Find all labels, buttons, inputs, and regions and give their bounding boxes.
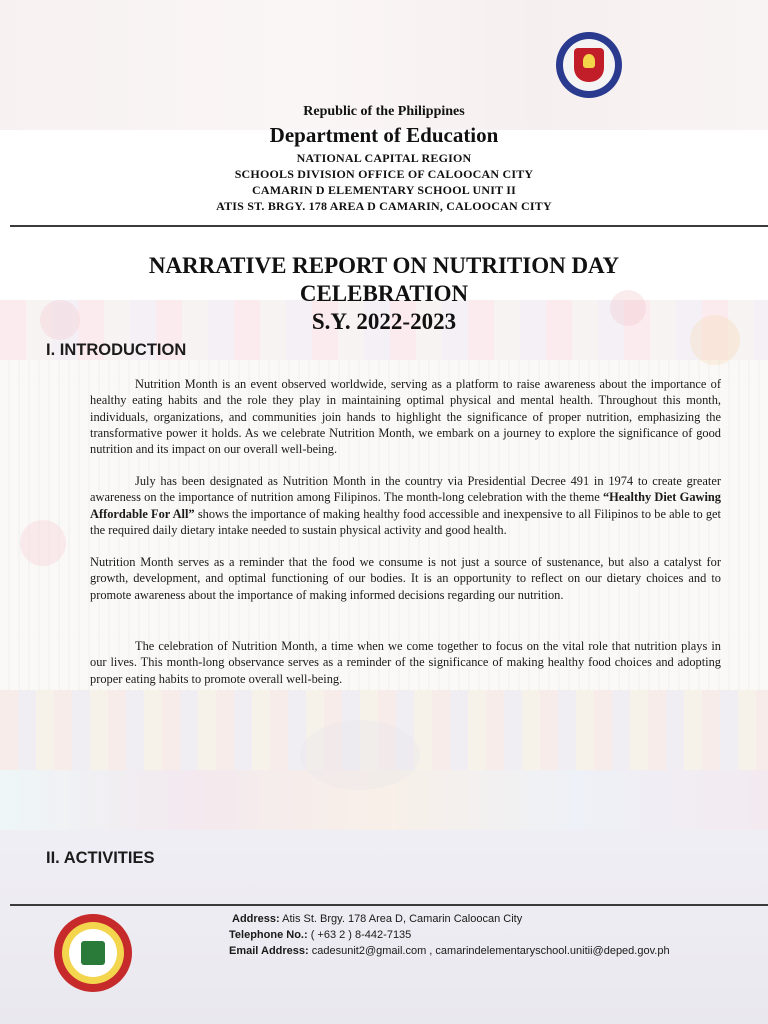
footer-address-value: Atis St. Brgy. 178 Area D, Camarin Caloocan City [279, 913, 523, 925]
header-address: ATIS ST. BRGY. 178 AREA D CAMARIN, CALOOCAN CITY [216, 199, 552, 213]
header-divider [10, 225, 768, 227]
header-department: Department of Education [269, 123, 499, 147]
paragraph-3 [90, 554, 721, 603]
paragraph-2-text-after: shows the importance of making healthy food accessible and inexpensive to all Filipinos to be able to get the required daily dietary intake needed to sustain physical activity and good health. [90, 506, 721, 537]
footer-email [229, 945, 670, 957]
deped-seal-icon [556, 32, 622, 98]
title-line-1: NARRATIVE REPORT ON NUTRITION DAY [148, 253, 620, 278]
paragraph-2-theme: “Healthy Diet Gawing Affordable For All” [90, 490, 721, 521]
footer-email-value: cadesunit2@gmail.com , camarindelementaryschool.unitii@deped.gov.ph [308, 945, 670, 957]
section-heading-activities: II. ACTIVITIES [46, 849, 155, 867]
paragraph-4-text: The celebration of Nutrition Month, a time when we come together to focus on the vital role that nutrition plays in our lives. This month-long observance serves as a reminder of the significance of making healthy food choices and adopting proper eating habits to promote overall well-being. [90, 639, 721, 686]
footer-telephone-value: ( +63 2 ) 8-442-7135 [307, 929, 412, 941]
document-title [0, 252, 768, 336]
footer-telephone-label: Telephone No.: [229, 929, 308, 941]
paragraph-1-text: Nutrition Month is an event observed worldwide, serving as a platform to raise awareness about the importance of healthy eating habits and the role they play in maintaining optimal physical and mental health. Throughout this month, individuals, organizations, and communities join hands to highlight the significance of proper nutrition, emphasizing the transformative power it holds. As we celebrate Nutrition Month, we embark on a journey to explore the significance of good nutrition and its impact on our overall well-being. [90, 377, 721, 457]
header-region: NATIONAL CAPITAL REGION [296, 151, 472, 165]
footer-address [232, 913, 522, 925]
footer-divider [10, 904, 768, 906]
header-school: CAMARIN D ELEMENTARY SCHOOL UNIT II [251, 183, 517, 197]
title-line-3: S.Y. 2022-2023 [311, 309, 457, 334]
school-logo-icon [54, 914, 132, 992]
paragraph-4 [90, 638, 721, 687]
footer-telephone [229, 929, 411, 941]
header-republic: Republic of the Philippines [303, 104, 465, 119]
paragraph-1 [90, 376, 721, 457]
section-heading-introduction: I. INTRODUCTION [46, 341, 187, 359]
title-line-2: CELEBRATION [299, 281, 469, 306]
paragraph-2 [90, 473, 721, 538]
paragraph-3-text: Nutrition Month serves as a reminder that the food we consume is not just a source of sustenance, but also a catalyst for growth, development, and optimal functioning of our bodies. It is an opportunity to reflect on our dietary choices and to promote awareness about the importance of making informed decisions regarding our nutrition. [90, 555, 721, 602]
footer-address-label: Address: [232, 913, 280, 925]
header-division: SCHOOLS DIVISION OFFICE OF CALOOCAN CITY [234, 167, 534, 181]
footer-email-label: Email Address: [229, 945, 309, 957]
paragraph-2-text-before: July has been designated as Nutrition Month in the country via Presidential Decree 491 in 1974 to create greater awareness on the importance of nutrition among Filipinos. The month-long celebration with the theme [90, 474, 721, 505]
